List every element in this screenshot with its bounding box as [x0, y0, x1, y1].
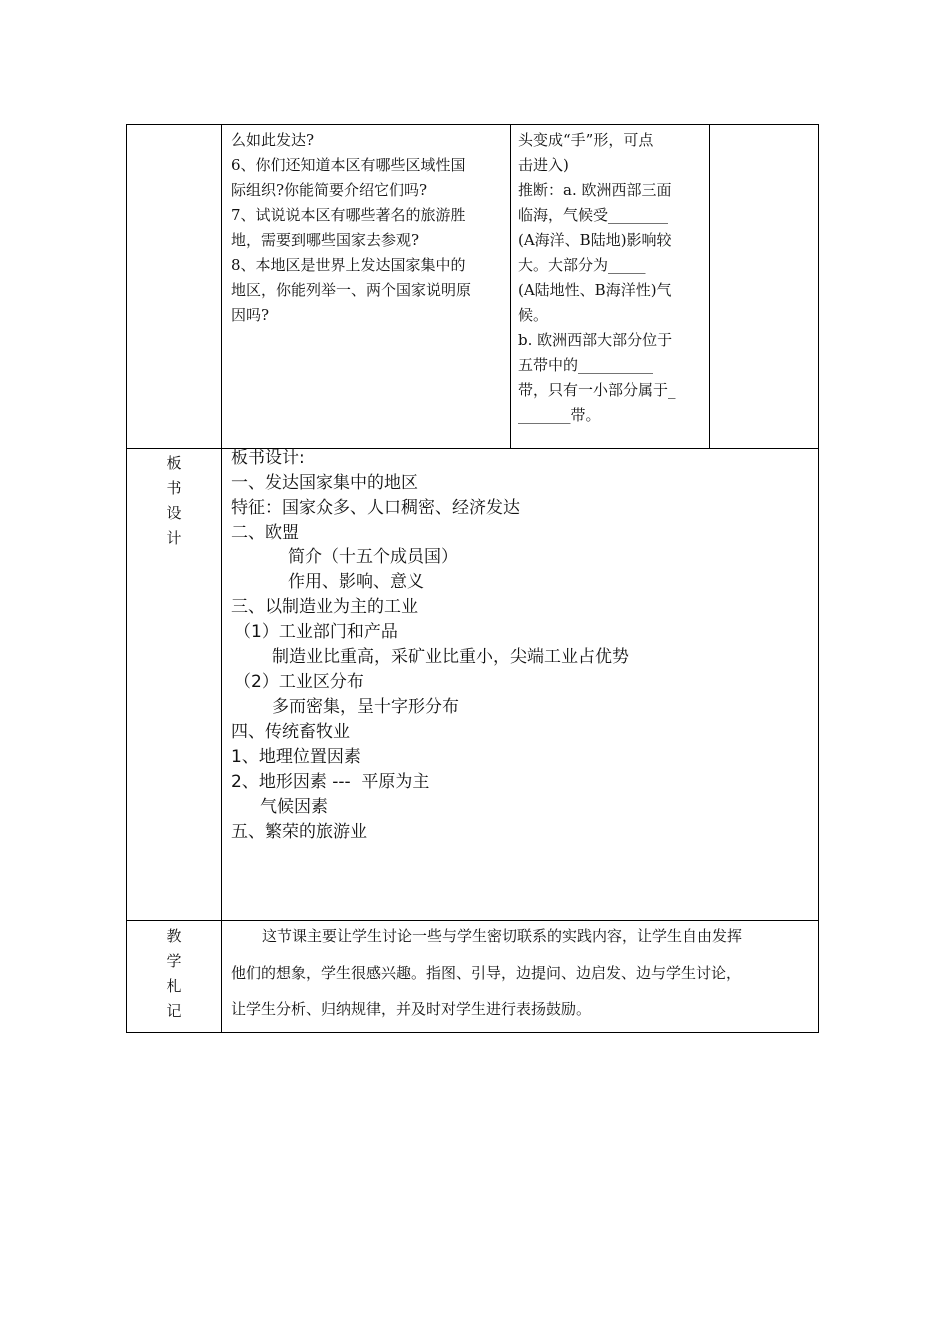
- question-line: 8、本地区是世界上发达国家集中的: [231, 256, 466, 274]
- exercise-line: 五带中的__________: [518, 356, 654, 374]
- exercise-line: (A陆地性、B海洋性)气: [518, 281, 672, 299]
- label-char: 设: [166, 504, 182, 522]
- exercise-line: b. 欧洲西部大部分位于: [518, 331, 673, 349]
- board-line: 二、欧盟: [231, 523, 299, 543]
- row1-bottom-border: [126, 448, 819, 449]
- question-line: 因吗?: [231, 306, 270, 324]
- exercise-line: 临海，气候受________: [518, 206, 669, 224]
- board-line: 作用、影响、意义: [288, 572, 424, 592]
- board-line: 一、发达国家集中的地区: [231, 473, 418, 493]
- board-line: 制造业比重高，采矿业比重小，尖端工业占优势: [272, 647, 629, 667]
- board-line: 2、地形因素 --- 平原为主: [231, 772, 430, 792]
- board-line: 简介（十五个成员国）: [288, 547, 458, 567]
- row1-col-border-b: [709, 124, 710, 449]
- board-line: 特征：国家众多、人口稠密、经济发达: [231, 498, 520, 518]
- table-left-border: [126, 124, 127, 1033]
- exercise-line: 推断：a. 欧洲西部三面: [518, 181, 672, 199]
- notes-line: 他们的想象，学生很感兴趣。指图、引导，边提问、边启发、边与学生讨论，: [231, 964, 742, 982]
- question-line: 7、试说说本区有哪些著名的旅游胜: [231, 206, 466, 224]
- label-char: 学: [166, 952, 182, 970]
- board-line: 三、以制造业为主的工业: [231, 597, 418, 617]
- board-line: （1）工业部门和产品: [234, 622, 398, 642]
- exercise-line: _______带。: [518, 406, 601, 424]
- board-line: 五、繁荣的旅游业: [231, 822, 367, 842]
- notes-line: 让学生分析、归纳规律，并及时对学生进行表扬鼓励。: [231, 1000, 592, 1018]
- table-right-border: [818, 124, 819, 1033]
- question-line: 么如此发达?: [231, 131, 315, 149]
- label-char: 札: [166, 977, 182, 995]
- table-top-border: [126, 124, 819, 125]
- question-line: 际组织?你能简要介绍它们吗?: [231, 181, 428, 199]
- row1-col-border-a: [510, 124, 511, 449]
- board-line: 板书设计:: [231, 448, 305, 468]
- label-char: 板: [166, 454, 182, 472]
- board-line: 1、地理位置因素: [231, 747, 361, 767]
- label-char: 书: [166, 479, 182, 497]
- label-char: 记: [166, 1002, 182, 1020]
- row2-bottom-border: [126, 920, 819, 921]
- exercise-line: 带，只有一小部分属于_: [518, 381, 676, 399]
- question-line: 地，需要到哪些国家去参观?: [231, 231, 420, 249]
- exercise-line: 头变成“手”形，可点: [518, 131, 654, 149]
- exercise-line: 候。: [518, 306, 549, 324]
- question-line: 地区，你能列举一、两个国家说明原: [231, 281, 472, 299]
- exercise-line: 大。大部分为_____: [518, 256, 646, 274]
- label-char: 教: [166, 927, 182, 945]
- notes-line: 这节课主要让学生讨论一些与学生密切联系的实践内容，让学生自由发挥: [262, 927, 743, 945]
- exercise-line: (A海洋、B陆地)影响较: [518, 231, 672, 249]
- board-line: 多而密集，呈十字形分布: [272, 697, 459, 717]
- board-line: （2）工业区分布: [234, 672, 364, 692]
- label-char: 计: [166, 529, 182, 547]
- label-column-border: [221, 124, 222, 1033]
- board-line: 气候因素: [260, 797, 328, 817]
- exercise-line: 击进入): [518, 156, 569, 174]
- board-line: 四、传统畜牧业: [231, 722, 350, 742]
- table-bottom-border: [126, 1032, 819, 1033]
- question-line: 6、你们还知道本区有哪些区域性国: [231, 156, 466, 174]
